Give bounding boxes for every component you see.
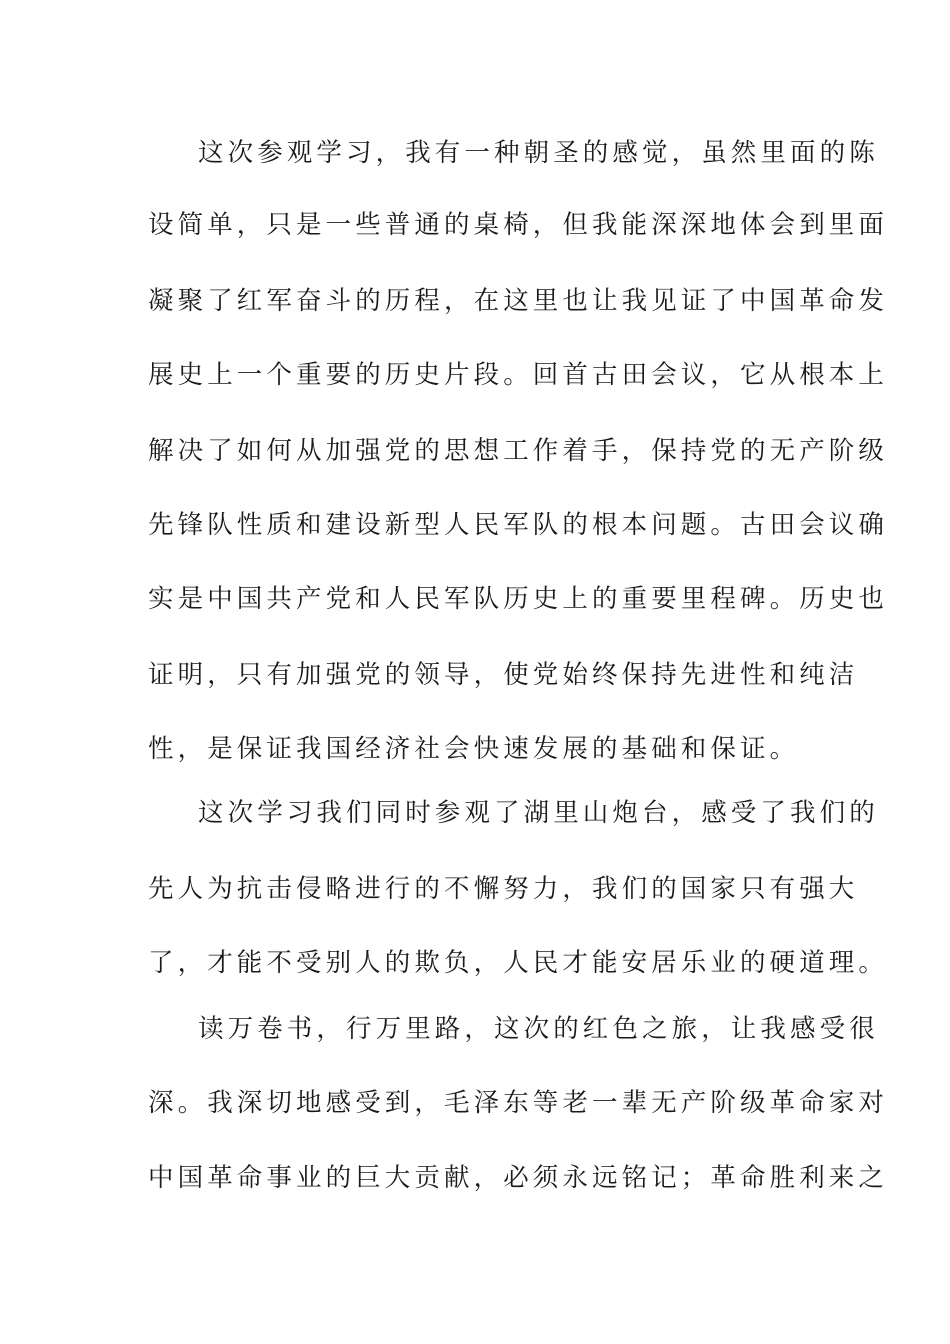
paragraph-3-line-1: 读万卷书，行万里路，这次的红色之旅，让我感受很: [198, 1014, 879, 1044]
paragraph-2-line-1: 这次学习我们同时参观了湖里山炮台，感受了我们的: [198, 798, 879, 828]
paragraph-1-line-1: 这次参观学习，我有一种朝圣的感觉，虽然里面的陈: [198, 138, 879, 168]
paragraph-1-line-7: 实是中国共产党和人民军队历史上的重要里程碑。历史也: [148, 584, 889, 614]
paragraph-1-line-3: 凝聚了红军奋斗的历程，在这里也让我见证了中国革命发: [148, 286, 889, 316]
paragraph-1-line-8: 证明，只有加强党的领导，使党始终保持先进性和纯洁: [148, 660, 859, 690]
paragraph-3-line-2: 深。我深切地感受到，毛泽东等老一辈无产阶级革命家对: [148, 1088, 889, 1118]
paragraph-1-line-6: 先锋队性质和建设新型人民军队的根本问题。古田会议确: [148, 510, 889, 540]
paragraph-1-line-2: 设简单，只是一些普通的桌椅，但我能深深地体会到里面: [148, 210, 889, 240]
paragraph-1-line-5: 解决了如何从加强党的思想工作着手，保持党的无产阶级: [148, 436, 889, 466]
paragraph-1-line-4: 展史上一个重要的历史片段。回首古田会议，它从根本上: [148, 360, 889, 390]
paragraph-1-line-9: 性，是保证我国经济社会快速发展的基础和保证。: [148, 734, 800, 764]
paragraph-2-line-2: 先人为抗击侵略进行的不懈努力，我们的国家只有强大: [148, 874, 859, 904]
paragraph-3-line-3: 中国革命事业的巨大贡献，必须永远铭记；革命胜利来之: [148, 1163, 889, 1193]
paragraph-2-line-3: 了，才能不受别人的欺负，人民才能安居乐业的硬道理。: [148, 948, 889, 978]
